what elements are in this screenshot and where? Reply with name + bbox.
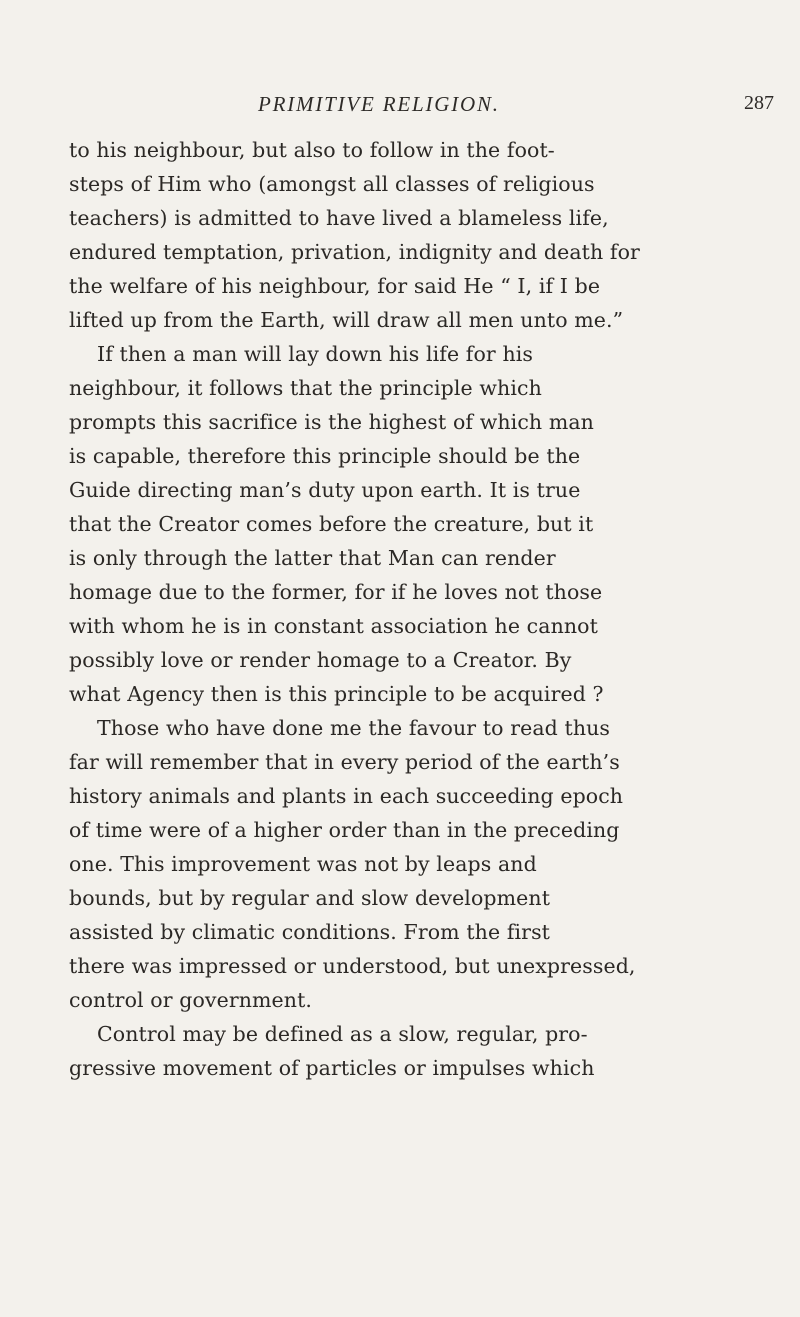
text-line: teachers) is admitted to have lived a blameless life,: [69, 206, 609, 230]
running-title: PRIMITIVE RELIGION.: [258, 92, 500, 116]
text-line: control or government.: [69, 988, 313, 1012]
text-line: lifted up from the Earth, will draw all men unto me.”: [69, 308, 624, 332]
text-line: history animals and plants in each succeeding epoch: [69, 784, 624, 808]
text-line: gressive movement of particles or impulses which: [69, 1056, 595, 1080]
text-line: homage due to the former, for if he loves not those: [69, 580, 603, 604]
page-header: [0, 92, 800, 126]
text-line: to his neighbour, but also to follow in the foot-: [69, 138, 555, 162]
text-line: Those who have done me the favour to read thus: [97, 716, 611, 740]
text-line: there was impressed or understood, but unexpressed,: [69, 954, 636, 978]
text-line: Control may be defined as a slow, regular, pro-: [97, 1022, 588, 1046]
text-line: the welfare of his neighbour, for said He “ I, if I be: [69, 274, 601, 298]
text-line: neighbour, it follows that the principle which: [69, 376, 542, 400]
text-line: is capable, therefore this principle should be the: [69, 444, 581, 468]
text-line: possibly love or render homage to a Creator. By: [69, 648, 572, 672]
text-line: If then a man will lay down his life for his: [97, 342, 534, 366]
text-line: prompts this sacrifice is the highest of which man: [69, 410, 594, 434]
text-line: far will remember that in every period of the earth’s: [69, 750, 620, 774]
text-line: one. This improvement was not by leaps and: [69, 852, 537, 876]
text-line: bounds, but by regular and slow development: [69, 886, 551, 910]
text-line: that the Creator comes before the creature, but it: [69, 512, 594, 536]
text-line: with whom he is in constant association he cannot: [69, 614, 598, 638]
text-line: Guide directing man’s duty upon earth. It is true: [69, 478, 581, 502]
page-number: 287: [744, 92, 774, 114]
text-line: what Agency then is this principle to be acquired ?: [69, 682, 604, 706]
text-line: is only through the latter that Man can render: [69, 546, 556, 570]
text-line: endured temptation, privation, indignity and death for: [69, 240, 640, 264]
text-line: steps of Him who (amongst all classes of religious: [69, 172, 595, 196]
text-line: of time were of a higher order than in the preceding: [69, 818, 620, 842]
text-line: assisted by climatic conditions. From the first: [69, 920, 551, 944]
